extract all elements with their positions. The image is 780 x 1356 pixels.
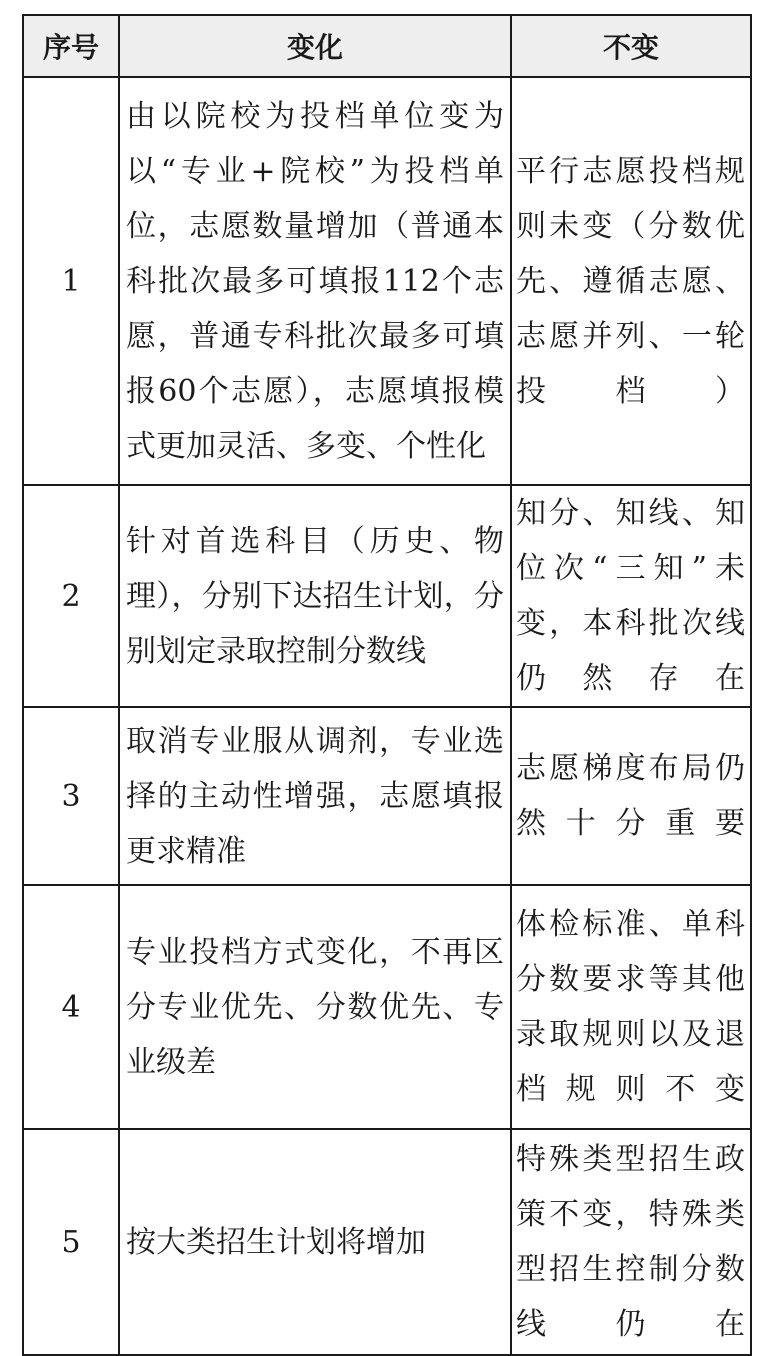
- row-index: 5: [23, 1129, 119, 1355]
- row-index: 2: [23, 485, 119, 707]
- row-unchanged: 志愿梯度布局仍然十分重要: [511, 707, 751, 885]
- header-index: 序号: [23, 15, 119, 77]
- row-index: 1: [23, 77, 119, 485]
- row-unchanged: 体检标准、单科分数要求等其他录取规则以及退档规则不变: [511, 885, 751, 1129]
- row-unchanged: 特殊类型招生政策不变，特殊类型招生控制分数线仍在: [511, 1129, 751, 1355]
- row-change: 由以院校为投档单位变为以“专业+院校”为投档单位，志愿数量增加（普通本科批次最多可填报112个志愿，普通专科批次最多可填报60个志愿），志愿填报模式更加灵活、多变、个性化: [119, 77, 511, 485]
- table-row: [23, 485, 751, 707]
- table-header-row: [23, 15, 751, 77]
- header-unchanged: 不变: [511, 15, 751, 77]
- row-change: 专业投档方式变化，不再区分专业优先、分数优先、专业级差: [119, 885, 511, 1129]
- row-unchanged: 平行志愿投档规则未变（分数优先、遵循志愿、志愿并列、一轮投档）: [511, 77, 751, 485]
- row-index: 4: [23, 885, 119, 1129]
- row-change: 取消专业服从调剂，专业选择的主动性增强，志愿填报更求精准: [119, 707, 511, 885]
- row-unchanged: 知分、知线、知位次“三知”未变，本科批次线仍然存在: [511, 485, 751, 707]
- table-row: [23, 707, 751, 885]
- comparison-table-wrapper: [22, 14, 750, 1356]
- row-index: 3: [23, 707, 119, 885]
- table-row: [23, 1129, 751, 1355]
- header-change: 变化: [119, 15, 511, 77]
- comparison-table: [22, 14, 752, 1356]
- row-change: 针对首选科目（历史、物理），分别下达招生计划，分别划定录取控制分数线: [119, 485, 511, 707]
- table-row: [23, 77, 751, 485]
- table-row: [23, 885, 751, 1129]
- row-change: 按大类招生计划将增加: [119, 1129, 511, 1355]
